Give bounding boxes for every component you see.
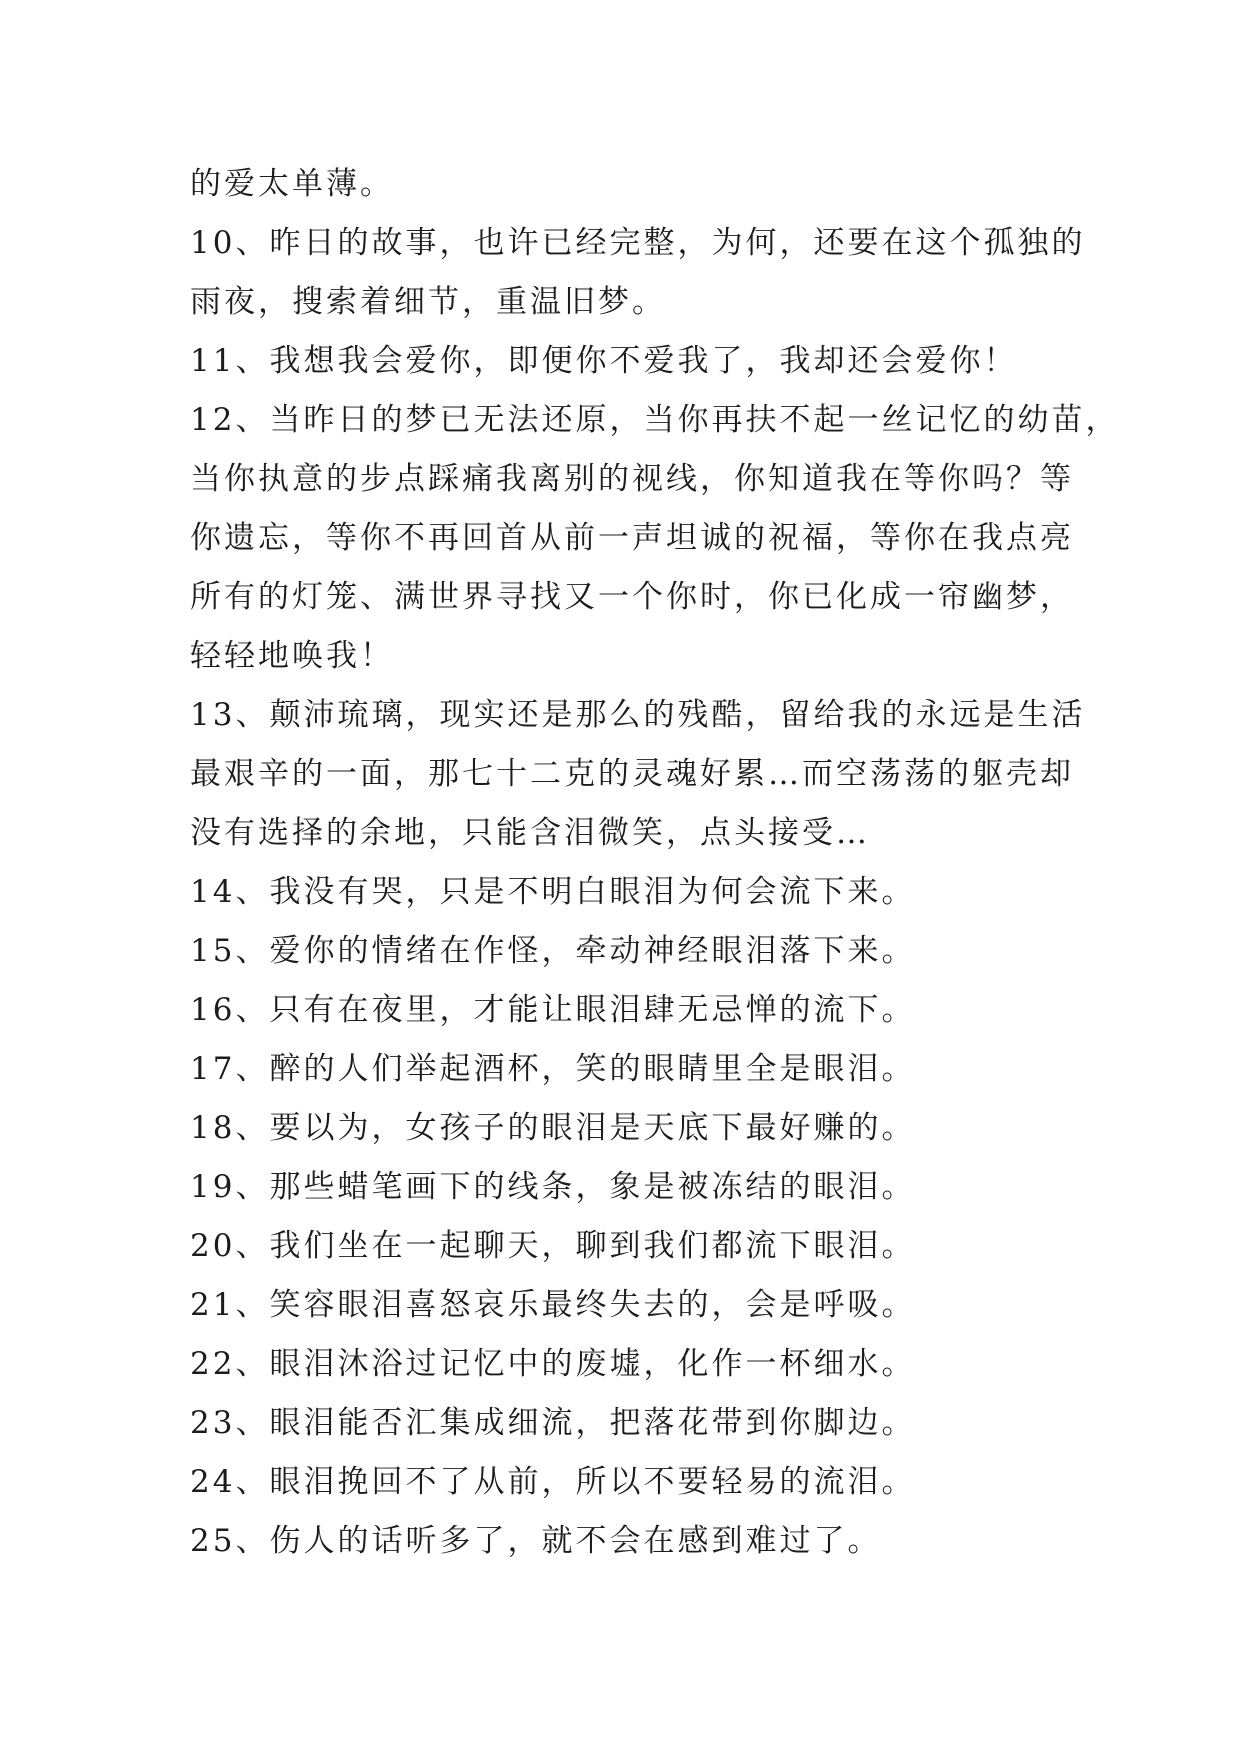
text-line: 19、那些蜡笔画下的线条，象是被冻结的眼泪。 [190, 1169, 916, 1205]
text-line: 11、我想我会爱你，即便你不爱我了，我却还会爱你！ [190, 343, 1018, 379]
text-line: 的爱太单薄。 [190, 166, 394, 202]
text-line: 15、爱你的情绪在作怪，牵动神经眼泪落下来。 [190, 933, 916, 969]
text-line: 所有的灯笼、满世界寻找又一个你时，你已化成一帘幽梦， [190, 579, 1074, 615]
text-line: 13、颠沛琉璃，现实还是那么的残酷，留给我的永远是生活 [190, 697, 1086, 733]
text-line: 20、我们坐在一起聊天，聊到我们都流下眼泪。 [190, 1228, 916, 1264]
text-line: 没有选择的余地，只能含泪微笑，点头接受… [190, 815, 870, 851]
text-line: 23、眼泪能否汇集成细流，把落花带到你脚边。 [190, 1405, 916, 1441]
text-line: 18、要以为，女孩子的眼泪是天底下最好赚的。 [190, 1110, 916, 1146]
text-line: 16、只有在夜里，才能让眼泪肆无忌惮的流下。 [190, 992, 916, 1028]
text-line: 21、笑容眼泪喜怒哀乐最终失去的，会是呼吸。 [190, 1287, 916, 1323]
text-line: 你遗忘，等你不再回首从前一声坦诚的祝福，等你在我点亮 [190, 520, 1074, 556]
text-line: 10、昨日的故事，也许已经完整，为何，还要在这个孤独的 [190, 225, 1086, 261]
text-line: 24、眼泪挽回不了从前，所以不要轻易的流泪。 [190, 1464, 916, 1500]
text-line: 最艰辛的一面，那七十二克的灵魂好累…而空荡荡的躯壳却 [190, 756, 1074, 792]
text-line: 雨夜，搜索着细节，重温旧梦。 [190, 284, 666, 320]
document-body [190, 155, 1120, 1571]
text-line: 当你执意的步点踩痛我离别的视线，你知道我在等你吗？等 [190, 461, 1074, 497]
text-line: 17、醉的人们举起酒杯，笑的眼睛里全是眼泪。 [190, 1051, 916, 1087]
text-line: 25、伤人的话听多了，就不会在感到难过了。 [190, 1523, 882, 1559]
text-line: 22、眼泪沐浴过记忆中的废墟，化作一杯细水。 [190, 1346, 916, 1382]
text-line: 12、当昨日的梦已无法还原，当你再扶不起一丝记忆的幼苗， [190, 402, 1120, 438]
text-line: 14、我没有哭，只是不明白眼泪为何会流下来。 [190, 874, 916, 910]
text-line: 轻轻地唤我！ [190, 638, 394, 674]
